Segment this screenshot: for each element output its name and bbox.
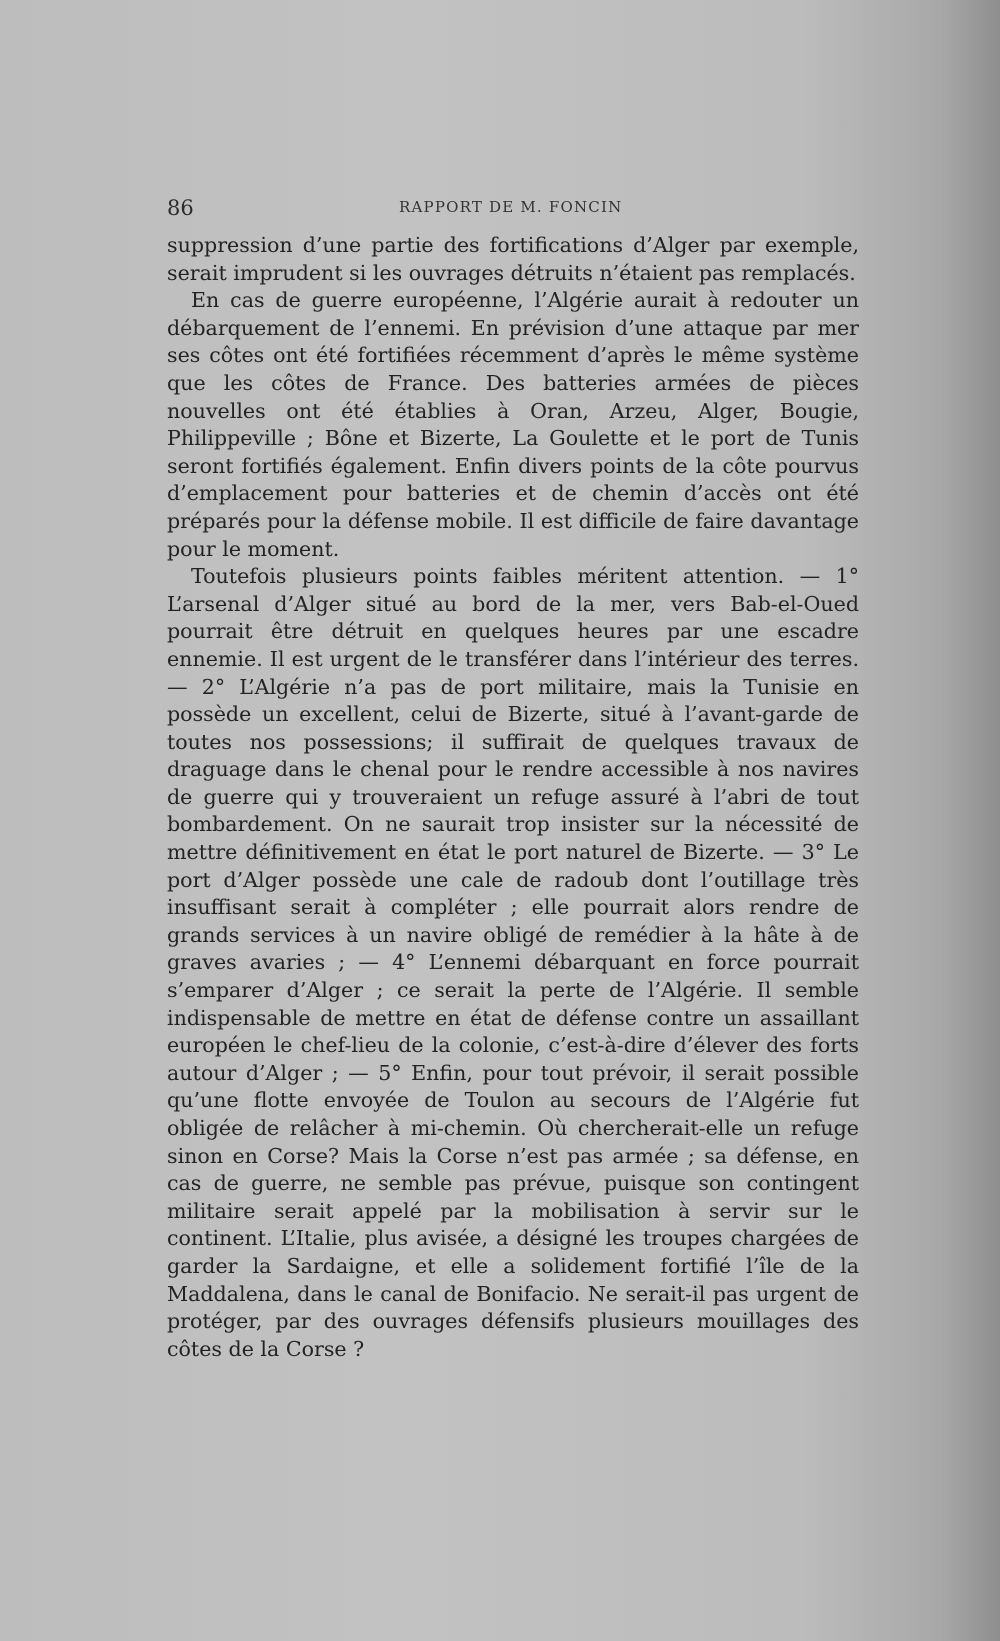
running-head: RAPPORT DE M. FONCIN (399, 198, 623, 216)
paragraph-continuation: suppression d’une partie des fortifications d’Alger par exemple, serait imprudent si les ouvrages détruits n’étaient pas remplacés. (167, 233, 859, 285)
body-text (167, 232, 859, 1363)
paragraph-coastal-defense: En cas de guerre européenne, l’Algérie aurait à redouter un débarquement de l’ennemi. En prévision d’une attaque par mer ses côtes ont été fortifiées récemment d’après le même système que les côtes de France. Des batteries armées de pièces nouvelles ont été établies à Oran, Arzeu, Alger, Bougie, Philippeville ; Bône et Bizerte, La Goulette et le port de Tunis seront fortifiés également. Enfin divers points de la côte pourvus d’emplacement pour batteries et de chemin d’accès ont été préparés pour la défense mobile. Il est difficile de faire davantage pour le moment. (167, 288, 859, 561)
paragraph-weak-points: Toutefois plusieurs points faibles méritent attention. — 1° L’arsenal d’Alger situé au bord de la mer, vers Bab-el-Oued pourrait être détruit en quelques heures par une escadre ennemie. Il est urgent de le transférer dans l’intérieur des terres. — 2° L’Algérie n’a pas de port militaire, mais la Tunisie en possède un excellent, celui de Bizerte, situé à l’avant-garde de toutes nos possessions; il suffirait de quelques travaux de draguage dans le chenal pour le rendre accessible à nos navires de guerre qui y trouveraient un refuge assuré à l’abri de tout bombardement. On ne saurait trop insister sur la nécessité de mettre définitivement en état le port naturel de Bizerte. — 3° Le port d’Alger possède une cale de radoub dont l’outillage très insuffisant serait à compléter ; elle pourrait alors rendre de grands services à un navire obligé de remédier à la hâte à de graves avaries ; — 4° L’ennemi débarquant en force pourrait s’emparer d’Alger ; ce serait la perte de l’Algérie. Il semble indispensable de mettre en état de défense contre un assaillant européen le chef-lieu de la colonie, c’est-à-dire d’élever des forts autour d’Alger ; — 5° Enfin, pour tout prévoir, il serait possible qu’une flotte envoyée de Toulon au secours de l’Algérie fut obligée de relâcher à mi-chemin. Où chercherait-elle un refuge sinon en Corse? Mais la Corse n’est pas armée ; sa défense, en cas de guerre, ne semble pas prévue, puisque son contingent militaire serait appelé par la mobilisation à servir sur le continent. L’Italie, plus avisée, a désigné les troupes chargées de garder la Sardaigne, et elle a solidement fortifié l’île de la Maddalena, dans le canal de Bonifacio. Ne serait-il pas urgent de protéger, par des ouvrages défensifs plusieurs mouillages des côtes de la Corse ? (167, 564, 859, 1361)
page-header (167, 196, 857, 224)
page-number: 86 (167, 196, 194, 220)
